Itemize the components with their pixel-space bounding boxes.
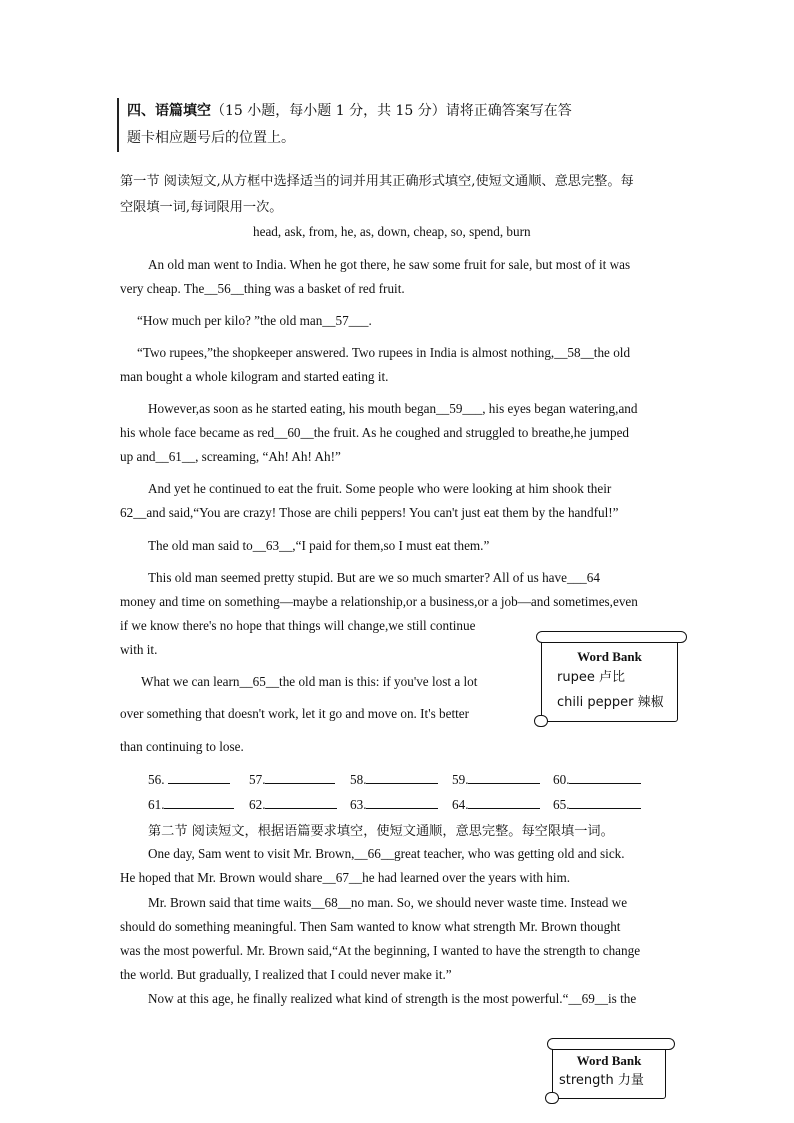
passage-line: money and time on something—maybe a relationship,or a business,or a job—and sometimes,even xyxy=(120,594,638,609)
passage-line: An old man went to India. When he got there, he saw some fruit for sale, but most of it was xyxy=(148,257,631,272)
answer-blank[interactable] xyxy=(366,771,438,784)
answer-blank[interactable] xyxy=(265,771,335,784)
passage-line: with it. xyxy=(120,642,158,657)
word-bank-title: Word Bank xyxy=(576,1053,642,1068)
section-instructions-line2: 题卡相应题号后的位置上。 xyxy=(127,130,295,146)
part1-heading-line1: 第一节 阅读短文,从方框中选择适当的词并用其正确形式填空,使短文通顺、意思完整。每 xyxy=(120,174,634,189)
passage-line: should do something meaningful. Then Sam wanted to know what strength Mr. Brown thought xyxy=(120,919,621,934)
section-heading xyxy=(117,98,597,152)
answer-number: 64. xyxy=(452,797,469,812)
answer-number: 65. xyxy=(553,797,570,812)
passage-line: the world. But gradually, I realized that I could never make it.” xyxy=(120,967,452,982)
passage-line: “How much per kilo? ”the old man__57___. xyxy=(137,313,372,328)
passage-line: than continuing to lose. xyxy=(120,739,244,754)
passage-line: One day, Sam went to visit Mr. Brown,__66__great teacher, who was getting old and sick. xyxy=(148,846,625,861)
part1-heading-line2: 空限填一词,每词限用一次。 xyxy=(120,200,283,215)
word-bank-box xyxy=(541,638,678,722)
passage-line: up and__61__, screaming, “Ah! Ah! Ah!” xyxy=(120,449,341,464)
answer-number: 62. xyxy=(249,797,266,812)
word-box: head, ask, from, he, as, down, cheap, so, spend, burn xyxy=(253,224,531,239)
word-bank-item: rupee 卢比 xyxy=(557,670,625,685)
passage-line: was the most powerful. Mr. Brown said,“At the beginning, I wanted to have the strength to change xyxy=(120,943,641,958)
answer-blank[interactable] xyxy=(468,796,540,809)
answer-blank[interactable] xyxy=(468,771,540,784)
passage-line: This old man seemed pretty stupid. But are we so much smarter? All of us have___64 xyxy=(148,570,600,585)
passage-line: What we can learn__65__the old man is this: if you've lost a lot xyxy=(141,674,478,689)
word-bank-item: chili pepper 辣椒 xyxy=(557,695,664,710)
word-bank-item: strength 力量 xyxy=(559,1073,644,1088)
passage-line: The old man said to__63__,“I paid for them,so I must eat them.” xyxy=(148,538,490,553)
passage-line: “Two rupees,”the shopkeeper answered. Two rupees in India is almost nothing,__58__the old xyxy=(137,345,631,360)
scroll-top-roll xyxy=(547,1038,675,1050)
scroll-bottom-roll xyxy=(545,1092,559,1104)
passage-line: over something that doesn't work, let it go and move on. It's better xyxy=(120,706,470,721)
passage-line: He hoped that Mr. Brown would share__67__he had learned over the years with him. xyxy=(120,870,571,885)
answer-blank[interactable] xyxy=(569,771,641,784)
passage-line: However,as soon as he started eating, his mouth began__59___, his eyes began watering,and xyxy=(148,401,638,416)
answer-number: 56. xyxy=(148,772,165,787)
section-instructions: （15 小题，每小题 1 分，共 15 分）请将正确答案写在答 xyxy=(211,103,572,119)
passage-line: very cheap. The__56__thing was a basket of red fruit. xyxy=(120,281,405,296)
answer-blank[interactable] xyxy=(168,771,230,784)
answer-number: 60. xyxy=(553,772,570,787)
answer-number: 58. xyxy=(350,772,367,787)
section-title: 四、语篇填空 xyxy=(127,103,211,119)
part2-heading: 第二节 阅读短文，根据语篇要求填空，使短文通顺，意思完整。每空限填一词。 xyxy=(148,824,614,839)
word-bank-box xyxy=(552,1045,666,1099)
passage-line: 62__and said,“You are crazy! Those are chili peppers! You can't just eat them by the handful!” xyxy=(120,505,619,520)
answer-blank[interactable] xyxy=(569,796,641,809)
passage-line: Now at this age, he finally realized what kind of strength is the most powerful.“__69__is the xyxy=(148,991,637,1006)
answer-number: 59. xyxy=(452,772,469,787)
passage-line: his whole face became as red__60__the fruit. As he coughed and struggled to breathe,he jumped xyxy=(120,425,630,440)
scroll-top-roll xyxy=(536,631,687,643)
answer-blank[interactable] xyxy=(265,796,337,809)
answer-blank[interactable] xyxy=(164,796,234,809)
scroll-bottom-roll xyxy=(534,715,548,727)
passage-line: And yet he continued to eat the fruit. Some people who were looking at him shook their xyxy=(148,481,612,496)
word-bank-title: Word Bank xyxy=(577,649,642,664)
answer-number: 61. xyxy=(148,797,165,812)
answer-blank[interactable] xyxy=(366,796,438,809)
passage-line: if we know there's no hope that things will change,we still continue xyxy=(120,618,476,633)
passage-line: man bought a whole kilogram and started eating it. xyxy=(120,369,389,384)
answer-number: 57. xyxy=(249,772,266,787)
answer-number: 63. xyxy=(350,797,367,812)
passage-line: Mr. Brown said that time waits__68__no man. So, we should never waste time. Instead we xyxy=(148,895,628,910)
